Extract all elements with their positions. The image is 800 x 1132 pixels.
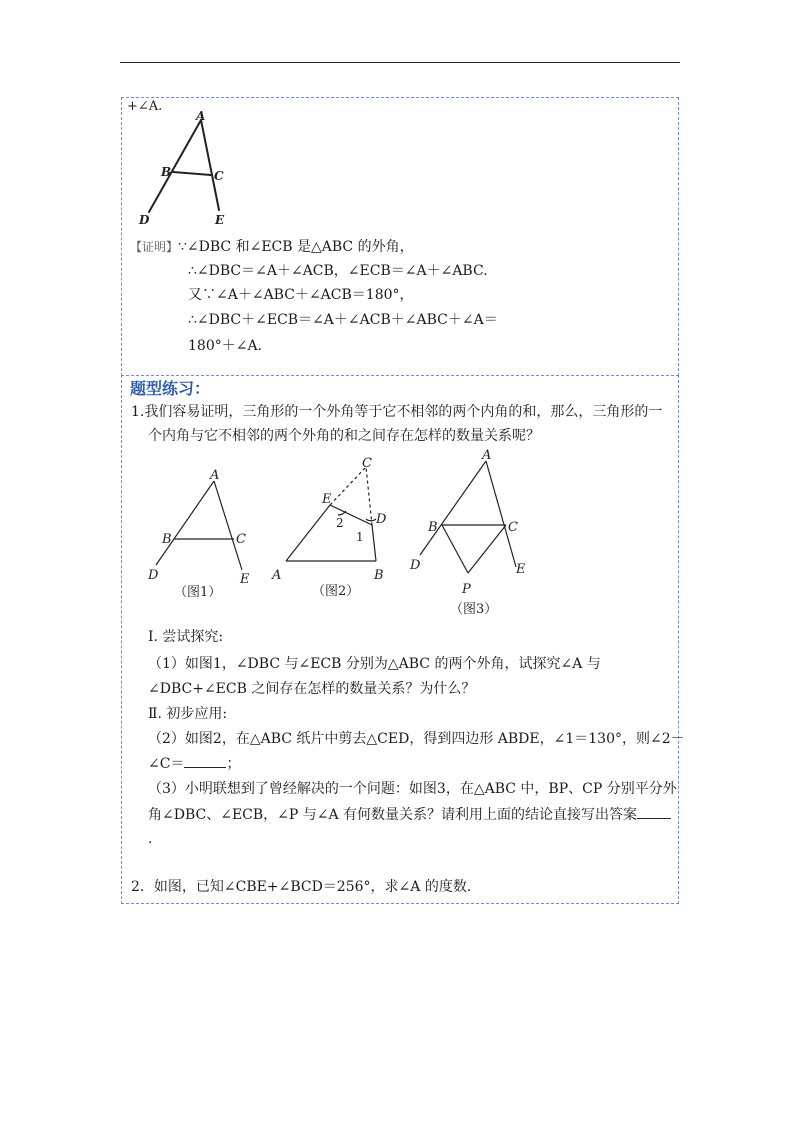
proof-line-bc	[173, 172, 211, 175]
proof-line-ae	[201, 120, 219, 210]
part2-question-3-line-1: （3）小明联想到了曾经解决的一个问题：如图3，在△ABC 中，BP、CP 分别平分外	[148, 781, 677, 797]
fig2-angle-1: 1	[356, 530, 364, 544]
practice-heading: 题型练习：	[130, 379, 211, 398]
q2-line-2-text: ∠C＝	[148, 756, 185, 772]
part2-question-2-line-1: （2）如图2，在△ABC 纸片中剪去△CED，得到四边形 ABDE，∠1＝130°，则∠2－	[148, 731, 685, 747]
proof-line-2: ∴∠DBC＝∠A＋∠ACB，∠ECB＝∠A＋∠ABC.	[188, 263, 488, 279]
proof-label-c: C	[214, 169, 224, 183]
fig1-label-a: A	[210, 468, 220, 483]
part2-question-3-end: .	[148, 831, 153, 847]
fig1-label-e: E	[240, 572, 250, 587]
question-2: 2．如图，已知∠CBE+∠BCD＝256°，求∠A 的度数.	[131, 879, 472, 895]
proof-line-3: 又∵∠A＋∠ABC＋∠ACB＝180°，	[188, 287, 414, 303]
fig1-label-d: D	[148, 568, 159, 583]
q3-line-2-text: 角∠DBC、∠ECB，∠P 与∠A 有何数量关系？请利用上面的结论直接写出答案	[148, 807, 638, 823]
part2-question-3-line-2	[148, 806, 671, 824]
proof-line-4: ∴∠DBC＋∠ECB＝∠A＋∠ACB＋∠ABC＋∠A＝	[188, 312, 498, 328]
proof-line-5: 180°＋∠A.	[188, 338, 263, 354]
part1-title: Ⅰ. 尝试探究:	[148, 629, 224, 645]
proof-label-a: A	[196, 109, 206, 123]
fig3-label-a: A	[482, 448, 492, 463]
proof-top-fragment: +∠A.	[127, 99, 163, 114]
figure-2	[268, 455, 408, 600]
part2-title: Ⅱ. 初步应用:	[148, 706, 228, 722]
q2-line-2-tail: ；	[226, 756, 241, 772]
fig1-label-c: C	[236, 532, 246, 547]
fig2-label-a: A	[272, 568, 282, 583]
fig1-caption: （图1）	[174, 585, 222, 600]
fig3-label-c: C	[508, 520, 518, 535]
fig3-label-b: B	[428, 520, 438, 535]
fig3-caption: （图3）	[450, 602, 498, 617]
fig2-caption: （图2）	[312, 584, 360, 599]
part1-question-line-1: （1）如图1，∠DBC 与∠ECB 分别为△ABC 的两个外角，试探究∠A 与	[148, 656, 601, 672]
figure-1	[140, 465, 280, 605]
proof-label-d: D	[139, 213, 150, 227]
proof-line-1-text: ∵∠DBC 和∠ECB 是△ABC 的外角，	[178, 239, 414, 255]
fig2-label-d: D	[376, 512, 387, 527]
q1-line-1: 1.我们容易证明，三角形的一个外角等于它不相邻的两个内角的和，那么，三角形的一	[131, 404, 663, 420]
proof-figure	[135, 108, 245, 228]
fig3-label-e: E	[516, 562, 526, 577]
answer-blank-q2[interactable]	[184, 767, 226, 768]
figure-3	[400, 445, 540, 620]
answer-blank-q3[interactable]	[637, 818, 671, 819]
header-rule	[120, 62, 680, 63]
proof-label: 【证明】	[130, 240, 179, 254]
fig1-label-b: B	[162, 532, 172, 547]
q1-line-2: 个内角与它不相邻的两个外角的和之间存在怎样的数量关系呢？	[148, 428, 540, 444]
proof-label-e: E	[215, 213, 225, 227]
proof-line-1	[130, 238, 414, 256]
proof-line-ad	[149, 120, 201, 212]
part1-question-line-2: ∠DBC+∠ECB 之间存在怎样的数量关系？为什么？	[148, 681, 476, 697]
fig2-angle-2: 2	[336, 516, 344, 530]
part2-question-2-line-2	[148, 755, 240, 773]
fig3-label-p: P	[462, 582, 471, 597]
fig2-label-e: E	[322, 492, 332, 507]
fig2-label-c: C	[362, 456, 372, 471]
fig3-label-d: D	[410, 558, 421, 573]
fig2-label-b: B	[374, 568, 384, 583]
proof-label-b: B	[161, 165, 172, 179]
